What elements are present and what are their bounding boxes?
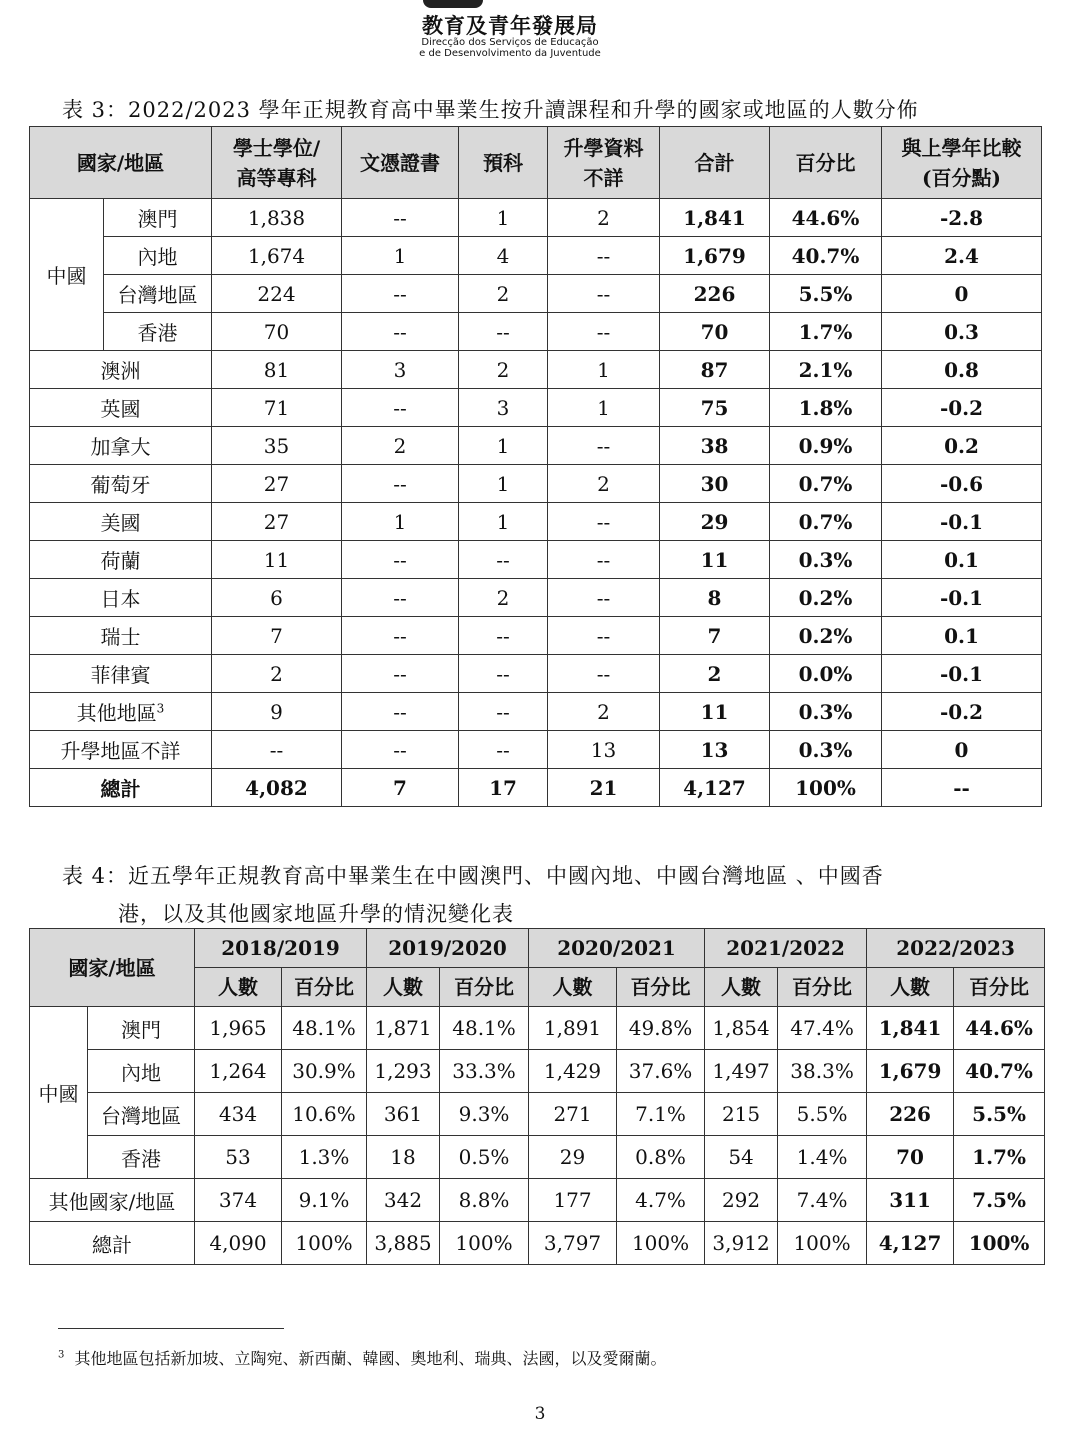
cell-percent: 5.5% (770, 275, 882, 313)
cell-count: 1,497 (705, 1050, 778, 1093)
row-label: 香港 (88, 1136, 195, 1179)
cell-change: 0.1 (882, 541, 1042, 579)
cell-degree: 81 (212, 351, 342, 389)
cell-change: 0 (882, 275, 1042, 313)
cell-change: 0 (882, 731, 1042, 769)
cell-change: -0.2 (882, 389, 1042, 427)
cell-percent: 1.3% (282, 1136, 367, 1179)
cell-change: 0.2 (882, 427, 1042, 465)
cell-diploma: -- (342, 617, 459, 655)
cell-count: 177 (529, 1179, 617, 1222)
row-label: 台灣地區 (104, 275, 212, 313)
t3-header-region: 國家/地區 (30, 127, 212, 199)
cell-percent: 4.7% (617, 1179, 705, 1222)
cell-diploma: -- (342, 579, 459, 617)
table-row (30, 427, 1042, 465)
cell-total: 70 (660, 313, 770, 351)
table-row (30, 503, 1042, 541)
cell-prep: -- (459, 541, 548, 579)
cell-prep: -- (459, 655, 548, 693)
table-row (30, 693, 1042, 731)
logo-emblem-icon (423, 0, 483, 8)
row-label: 瑞士 (30, 617, 212, 655)
cell-diploma: 3 (342, 351, 459, 389)
cell-percent: 1.8% (770, 389, 882, 427)
cell-total: 11 (660, 541, 770, 579)
cell-prep: 2 (459, 351, 548, 389)
cell-count: 342 (367, 1179, 440, 1222)
cell-percent: 0.9% (770, 427, 882, 465)
cell-percent: 0.7% (770, 503, 882, 541)
cell-count: 54 (705, 1136, 778, 1179)
t3-header-total: 合計 (660, 127, 770, 199)
cell-change: 0.1 (882, 617, 1042, 655)
cell-count: 3,912 (705, 1222, 778, 1265)
row-label: 澳洲 (30, 351, 212, 389)
cell-total: 38 (660, 427, 770, 465)
cell-prep: 2 (459, 275, 548, 313)
t4-header-percent: 百分比 (954, 968, 1045, 1007)
cell-diploma: -- (342, 731, 459, 769)
footnote-divider (58, 1328, 284, 1329)
row-label: 澳門 (88, 1007, 195, 1050)
cell-unknown: -- (548, 579, 660, 617)
cell-percent: 0.3% (770, 693, 882, 731)
cell-degree: 1,838 (212, 199, 342, 237)
cell-count: 1,841 (867, 1007, 954, 1050)
table-row (30, 731, 1042, 769)
cell-count: 70 (867, 1136, 954, 1179)
table-row (30, 275, 1042, 313)
cell-unknown: 2 (548, 465, 660, 503)
cell-percent: 40.7% (954, 1050, 1045, 1093)
t4-header-percent: 百分比 (282, 968, 367, 1007)
cell-degree: -- (212, 731, 342, 769)
cell-prep: -- (459, 731, 548, 769)
cell-degree: 71 (212, 389, 342, 427)
table-row (30, 1179, 1045, 1222)
cell-unknown: -- (548, 275, 660, 313)
cell-percent: 9.1% (282, 1179, 367, 1222)
cell-count: 1,871 (367, 1007, 440, 1050)
cell-count: 3,797 (529, 1222, 617, 1265)
t4-header-percent: 百分比 (617, 968, 705, 1007)
t3-china-group-label: 中國 (30, 199, 104, 351)
cell-total: 1,679 (660, 237, 770, 275)
cell-diploma: 7 (342, 769, 459, 807)
org-name: 教育及青年發展局 (422, 14, 598, 38)
cell-count: 311 (867, 1179, 954, 1222)
t4-header-year: 2020/2021 (529, 929, 705, 968)
cell-degree: 11 (212, 541, 342, 579)
page-number: 3 (534, 1404, 546, 1424)
cell-prep: 4 (459, 237, 548, 275)
cell-prep: 3 (459, 389, 548, 427)
cell-percent: 100% (440, 1222, 529, 1265)
t4-header-year: 2018/2019 (195, 929, 367, 968)
footnote-mark: 3 (58, 1349, 65, 1361)
cell-percent: 100% (954, 1222, 1045, 1265)
cell-percent: 47.4% (778, 1007, 867, 1050)
cell-percent: 100% (282, 1222, 367, 1265)
cell-count: 271 (529, 1093, 617, 1136)
cell-change: -0.6 (882, 465, 1042, 503)
table-row (30, 541, 1042, 579)
table-row (30, 655, 1042, 693)
cell-percent: 1.7% (954, 1136, 1045, 1179)
org-logo (395, 0, 625, 64)
cell-percent: 48.1% (282, 1007, 367, 1050)
cell-count: 1,293 (367, 1050, 440, 1093)
table-row (30, 579, 1042, 617)
t4-header-count: 人數 (529, 968, 617, 1007)
cell-count: 53 (195, 1136, 282, 1179)
cell-diploma: -- (342, 199, 459, 237)
cell-count: 374 (195, 1179, 282, 1222)
cell-count: 292 (705, 1179, 778, 1222)
row-label: 其他地區$^3$ (30, 693, 212, 731)
cell-total: 7 (660, 617, 770, 655)
cell-prep: 1 (459, 465, 548, 503)
cell-percent: 0.2% (770, 617, 882, 655)
cell-percent: 100% (617, 1222, 705, 1265)
table-row (30, 1136, 1045, 1179)
table-row (30, 389, 1042, 427)
cell-percent: 40.7% (770, 237, 882, 275)
row-label: 菲律賓 (30, 655, 212, 693)
cell-prep: 1 (459, 199, 548, 237)
cell-percent: 7.5% (954, 1179, 1045, 1222)
cell-diploma: -- (342, 693, 459, 731)
table-row (30, 1007, 1045, 1050)
cell-count: 3,885 (367, 1222, 440, 1265)
cell-unknown: -- (548, 237, 660, 275)
cell-count: 226 (867, 1093, 954, 1136)
cell-total: 226 (660, 275, 770, 313)
t4-header-region: 國家/地區 (30, 929, 195, 1007)
total-row (30, 1222, 1045, 1265)
cell-change: 2.4 (882, 237, 1042, 275)
cell-percent: 0.7% (770, 465, 882, 503)
cell-percent: 1.4% (778, 1136, 867, 1179)
cell-unknown: -- (548, 617, 660, 655)
cell-count: 1,264 (195, 1050, 282, 1093)
cell-count: 361 (367, 1093, 440, 1136)
cell-prep: -- (459, 693, 548, 731)
t3-header-change: 與上學年比較 (百分點) (882, 127, 1042, 199)
table-row (30, 465, 1042, 503)
cell-change: -0.1 (882, 503, 1042, 541)
row-label: 美國 (30, 503, 212, 541)
cell-unknown: 21 (548, 769, 660, 807)
cell-diploma: 1 (342, 503, 459, 541)
row-label: 香港 (104, 313, 212, 351)
cell-count: 18 (367, 1136, 440, 1179)
cell-change: 0.3 (882, 313, 1042, 351)
cell-percent: 7.1% (617, 1093, 705, 1136)
cell-percent: 1.7% (770, 313, 882, 351)
cell-count: 4,090 (195, 1222, 282, 1265)
cell-total: 2 (660, 655, 770, 693)
t4-header-count: 人數 (367, 968, 440, 1007)
row-label: 總計 (30, 1222, 195, 1265)
org-name-pt-line2: e de Desenvolvimento da Juventude (419, 48, 601, 59)
cell-prep: 1 (459, 503, 548, 541)
t4-header-count: 人數 (195, 968, 282, 1007)
cell-percent: 44.6% (954, 1007, 1045, 1050)
total-row (30, 769, 1042, 807)
table4-body (30, 1007, 1045, 1265)
cell-percent: 2.1% (770, 351, 882, 389)
cell-count: 1,891 (529, 1007, 617, 1050)
cell-percent: 7.4% (778, 1179, 867, 1222)
cell-percent: 48.1% (440, 1007, 529, 1050)
table3-body (30, 199, 1042, 807)
cell-percent: 10.6% (282, 1093, 367, 1136)
cell-percent: 0.0% (770, 655, 882, 693)
cell-percent: 38.3% (778, 1050, 867, 1093)
t4-header-count: 人數 (867, 968, 954, 1007)
cell-degree: 1,674 (212, 237, 342, 275)
t4-china-group-label: 中國 (30, 1007, 88, 1179)
cell-degree: 70 (212, 313, 342, 351)
cell-prep: 1 (459, 427, 548, 465)
t4-header-count: 人數 (705, 968, 778, 1007)
cell-percent: 0.8% (617, 1136, 705, 1179)
cell-prep: 2 (459, 579, 548, 617)
cell-count: 1,429 (529, 1050, 617, 1093)
cell-percent: 37.6% (617, 1050, 705, 1093)
cell-change: -2.8 (882, 199, 1042, 237)
row-label: 日本 (30, 579, 212, 617)
cell-diploma: -- (342, 465, 459, 503)
cell-percent: 49.8% (617, 1007, 705, 1050)
cell-change: -- (882, 769, 1042, 807)
cell-percent: 33.3% (440, 1050, 529, 1093)
cell-total: 4,127 (660, 769, 770, 807)
table3-caption: 表 3：2022/2023 學年正規教育高中畢業生按升讀課程和升學的國家或地區的人數分佈 (62, 98, 919, 122)
cell-count: 1,965 (195, 1007, 282, 1050)
cell-total: 87 (660, 351, 770, 389)
row-label: 升學地區不詳 (30, 731, 212, 769)
table4-caption-line2: 港，以及其他國家地區升學的情況變化表 (118, 902, 514, 926)
cell-degree: 9 (212, 693, 342, 731)
cell-count: 434 (195, 1093, 282, 1136)
row-label: 澳門 (104, 199, 212, 237)
cell-percent: 100% (770, 769, 882, 807)
row-label: 葡萄牙 (30, 465, 212, 503)
row-label: 英國 (30, 389, 212, 427)
cell-degree: 27 (212, 503, 342, 541)
cell-total: 11 (660, 693, 770, 731)
cell-change: 0.8 (882, 351, 1042, 389)
cell-total: 1,841 (660, 199, 770, 237)
footnote (58, 1346, 667, 1369)
table-row (30, 617, 1042, 655)
table3 (29, 126, 1042, 807)
t4-header-percent: 百分比 (778, 968, 867, 1007)
footnote-ref: 3 (156, 701, 165, 716)
cell-unknown: 1 (548, 351, 660, 389)
cell-diploma: -- (342, 655, 459, 693)
cell-count: 4,127 (867, 1222, 954, 1265)
footnote-text: 其他地區包括新加坡、立陶宛、新西蘭、韓國、奧地利、瑞典、法國，以及愛爾蘭。 (74, 1349, 667, 1368)
t4-header-year: 2019/2020 (367, 929, 529, 968)
cell-total: 75 (660, 389, 770, 427)
cell-diploma: -- (342, 389, 459, 427)
t4-header-year: 2021/2022 (705, 929, 867, 968)
cell-prep: 17 (459, 769, 548, 807)
table-row (30, 237, 1042, 275)
cell-diploma: 2 (342, 427, 459, 465)
t3-header-diploma: 文憑證書 (342, 127, 459, 199)
cell-degree: 224 (212, 275, 342, 313)
cell-percent: 5.5% (954, 1093, 1045, 1136)
cell-percent: 9.3% (440, 1093, 529, 1136)
cell-count: 1,854 (705, 1007, 778, 1050)
cell-percent: 100% (778, 1222, 867, 1265)
cell-count: 1,679 (867, 1050, 954, 1093)
cell-unknown: 2 (548, 199, 660, 237)
t3-header-degree: 學士學位/ 高等專科 (212, 127, 342, 199)
table-row (30, 313, 1042, 351)
cell-diploma: 1 (342, 237, 459, 275)
cell-percent: 0.3% (770, 731, 882, 769)
cell-unknown: -- (548, 655, 660, 693)
row-label: 內地 (104, 237, 212, 275)
cell-percent: 0.2% (770, 579, 882, 617)
cell-unknown: 2 (548, 693, 660, 731)
row-label: 台灣地區 (88, 1093, 195, 1136)
cell-unknown: -- (548, 541, 660, 579)
cell-total: 8 (660, 579, 770, 617)
row-label: 內地 (88, 1050, 195, 1093)
org-name-pt-line1: Direcção dos Serviços de Educação (421, 37, 599, 48)
cell-unknown: -- (548, 313, 660, 351)
cell-degree: 27 (212, 465, 342, 503)
cell-total: 29 (660, 503, 770, 541)
t3-header-prep: 預科 (459, 127, 548, 199)
row-label: 加拿大 (30, 427, 212, 465)
cell-degree: 6 (212, 579, 342, 617)
table-row (30, 351, 1042, 389)
cell-change: -0.1 (882, 579, 1042, 617)
table4 (29, 928, 1045, 1265)
cell-diploma: -- (342, 313, 459, 351)
cell-total: 30 (660, 465, 770, 503)
cell-unknown: 13 (548, 731, 660, 769)
cell-count: 215 (705, 1093, 778, 1136)
cell-change: -0.2 (882, 693, 1042, 731)
cell-percent: 44.6% (770, 199, 882, 237)
cell-diploma: -- (342, 275, 459, 313)
cell-total: 13 (660, 731, 770, 769)
cell-degree: 35 (212, 427, 342, 465)
cell-degree: 7 (212, 617, 342, 655)
table4-caption-line1: 表 4：近五學年正規教育高中畢業生在中國澳門、中國內地、中國台灣地區 、中國香 (62, 864, 884, 888)
cell-percent: 0.3% (770, 541, 882, 579)
cell-degree: 2 (212, 655, 342, 693)
row-label: 其他國家/地區 (30, 1179, 195, 1222)
cell-percent: 8.8% (440, 1179, 529, 1222)
cell-percent: 30.9% (282, 1050, 367, 1093)
t4-header-percent: 百分比 (440, 968, 529, 1007)
table-row (30, 199, 1042, 237)
cell-count: 29 (529, 1136, 617, 1179)
row-label: 荷蘭 (30, 541, 212, 579)
cell-change: -0.1 (882, 655, 1042, 693)
cell-unknown: -- (548, 427, 660, 465)
cell-unknown: 1 (548, 389, 660, 427)
cell-prep: -- (459, 313, 548, 351)
cell-degree: 4,082 (212, 769, 342, 807)
cell-percent: 5.5% (778, 1093, 867, 1136)
cell-prep: -- (459, 617, 548, 655)
t3-header-unknown: 升學資料 不詳 (548, 127, 660, 199)
cell-percent: 0.5% (440, 1136, 529, 1179)
cell-unknown: -- (548, 503, 660, 541)
table-row (30, 1050, 1045, 1093)
t3-header-percent: 百分比 (770, 127, 882, 199)
t4-header-year: 2022/2023 (867, 929, 1045, 968)
table-row (30, 1093, 1045, 1136)
cell-diploma: -- (342, 541, 459, 579)
row-label: 總計 (30, 769, 212, 807)
